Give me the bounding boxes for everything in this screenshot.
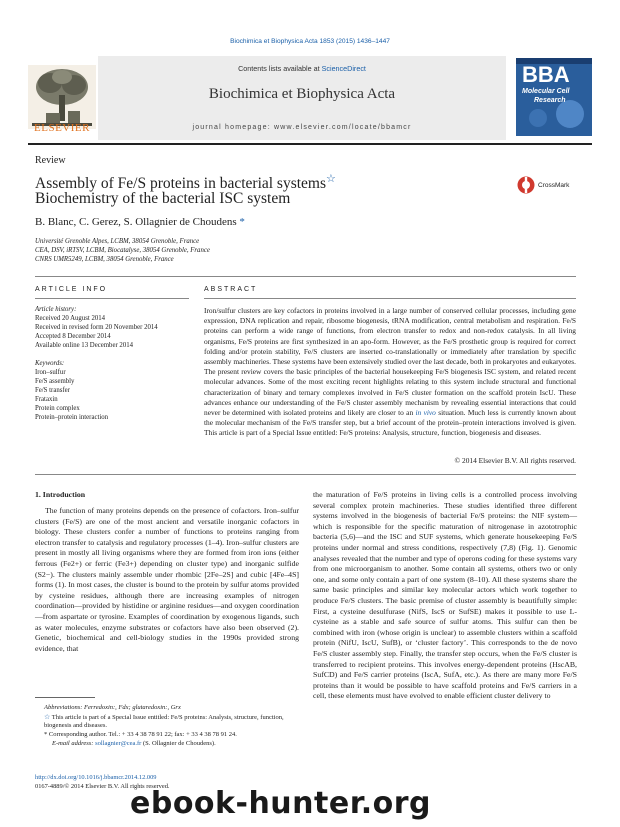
title-text-1: Assembly of Fe/S proteins in bacterial systems xyxy=(35,175,327,193)
history-label xyxy=(35,305,76,314)
copyright-notice: © 2014 Elsevier B.V. All rights reserved. xyxy=(454,456,576,465)
keyword: Fe/S assembly xyxy=(35,378,75,385)
footnote-abbreviations: Abbreviations: Ferredoxin:, Fdx; glutaredoxin:, Grx xyxy=(44,704,181,711)
abstract-bottom-divider xyxy=(35,474,576,475)
elsevier-wordmark: ELSEVIER xyxy=(34,122,90,134)
author-list xyxy=(35,216,245,228)
doi-link[interactable]: http://dx.doi.org/10.1016/j.bbamcr.2014.12.009 xyxy=(35,774,157,781)
cover-title: BBA xyxy=(522,62,570,87)
abstract-in-vivo: in vivo xyxy=(415,408,436,418)
abstract-body xyxy=(204,306,576,439)
affiliation-3: CNRS UMR5249, LCBM, 38054 Grenoble, France xyxy=(35,256,174,263)
abstract-text-part-1: Iron/sulfur clusters are key cofactors in proteins involved in a large number of conserved cellular processes, including gene expression, DNA replication and repair, ribosome biogenesis, tRNA modification, central metabolism and respiration. Fe/S proteins can perform a wide range of functions, from electron transfer to redox and non-redox catalysis. In all living organisms, Fe/S proteins are first synthesized in an apo-form. However, as the Fe/S prosthetic group is required for correct folding and/or protein stability, Fe/S clusters are inserted co-translationally or immediately after translation by specific assembly machineries. These systems have been extensively studied over the last decade, both in prokaryotes and eukaryotes. The present review covers the basic principles of the bacterial housekeeping Fe/S biogenesis ISC system, and related recent molecular advances. Some of the most exciting recent highlights relating to this system include structural and functional characterization of binary and ternary complexes involved in Fe/S cluster formation on the scaffold protein IscU. These advances enhance our understanding of the Fe/S cluster assembly mechanism by revealing essential interactions that could never be determined with isolated proteins and likely are closer to an xyxy=(204,306,576,418)
footnote-special-issue xyxy=(44,713,299,731)
journal-homepage xyxy=(98,124,506,131)
watermark-text: ebook-hunter.org xyxy=(130,786,431,821)
footnote-corresponding xyxy=(44,731,299,739)
journal-name: Biochimica et Biophysica Acta xyxy=(208,86,396,102)
affiliation-1: Université Grenoble Alpes, LCBM, 38054 Grenoble, France xyxy=(35,238,200,245)
introduction-right-column: the maturation of Fe/S proteins in living cells is a controlled process involving several complex protein machineries. These studies identified three different systems involved in the biogenesis of bacterial Fe/S proteins: the NIF system—which is responsible for the specific maturation of nitrogenase in azototrophic bacteria (5,6)—and the ISC and SUF systems, which generate housekeeping Fe/S proteins under normal and stress conditions, respectively (7,8) (Fig. 1). Genomic analyses revealed that the number and type of operons coding for these systems vary from one microorganism to another. Some contain all systems, others two or only one, and some only contain a part of one system (8–10). All these systems share the same basic principles and similar key molecular actors which work together to produce Fe/S clusters. The basic premise of cluster assembly is beautifully simple: First, a cysteine desulfurase (NifS, IscS or SufSE) makes it possible to use L-cysteine as a stable and safe source of sulfur atoms. This sulfur can then be combined with iron (whose origin is unclear) to assemble clusters within a scaffold protein (NifU, IscU, SufB), or ‘cluster factory’. This corresponds to the de novo Fe/S cluster assembly step. Finally, the transfer step occurs, when the Fe/S cluster is transferred to recipient proteins. This involves energy-dependent proteins (HscAB, SufCD) and Fe/S carrier proteins (IscA, SufA, etc.). As there are many more Fe/S proteins than it would be possible to have scaffold proteins and Fe/S carriers in a cell, these elements must have evolved to enable efficient cluster delivery to xyxy=(313,490,577,701)
history-accepted: Accepted 8 December 2014 xyxy=(35,333,111,340)
footnote-email xyxy=(52,740,299,748)
journal-cover-thumbnail[interactable] xyxy=(516,58,592,136)
issn-line: 0167-4889/© 2014 Elsevier B.V. All rights reserved. xyxy=(35,783,170,790)
keyword: Iron–sulfur xyxy=(35,369,66,376)
keyword: Fe/S transfer xyxy=(35,387,70,394)
email-suffix: (S. Ollagnier de Choudens). xyxy=(141,740,216,747)
corresponding-text: Corresponding author. Tel.: + 33 4 38 78 91 22; fax: + 33 4 38 78 91 24. xyxy=(48,731,237,738)
homepage-link[interactable]: www.elsevier.com/locate/bbamcr xyxy=(273,124,412,131)
sciencedirect-link[interactable]: ScienceDirect xyxy=(321,64,366,73)
journal-citation[interactable]: Biochimica et Biophysica Acta 1853 (2015) 1436–1447 xyxy=(230,38,390,45)
email-label: E-mail address: xyxy=(52,740,96,747)
special-issue-text: This article is part of a Special Issue entitled: Fe/S proteins: Analysis, structure, function, biogenesis and diseases. xyxy=(44,714,284,730)
article-type: Review xyxy=(35,155,66,166)
history-online: Available online 13 December 2014 xyxy=(35,342,134,349)
keyword: Frataxin xyxy=(35,396,58,403)
header-divider xyxy=(28,143,592,145)
abstract-text-part-2: situation. Much less is currently known about the molecular mechanism of the Fe/S transfer step, but a brief account of the protein–protein interactions involved is given. This article is part of a Special Issue entitled: Fe/S proteins: Analysis, structure, function, biogenesis and diseases. xyxy=(204,408,577,438)
article-info-divider xyxy=(35,298,189,299)
keyword: Protein complex xyxy=(35,405,80,412)
footnote-star-icon: ☆ xyxy=(44,713,51,721)
history-revised: Received in revised form 20 November 2014 xyxy=(35,324,158,331)
introduction-left-column: The function of many proteins depends on the presence of cofactors. Iron–sulfur clusters (Fe/S) are one of the most ancient and versatile inorganic cofactors in biology. These clusters confer a number of functions to proteins ranging from electron transfer to catalysis and regulatory processes (1–4). Iron–sulfur clusters are present in mostly all living organisms where they are formed from iron ions (either ferrous (Fe2+) or ferric (Fe3+) depending on cluster type) and inorganic sulfide (S2−). The clusters mainly assemble under rhombic [2Fe–2S] and cubic [4Fe–4S] forms (1). In most cases, the cluster is bound to the protein by sulfur atoms provided by cysteine residues, although there are increasing examples of nitrogen coordination—provided by histidine or arginine residues—and oxygen coordination—from aspartate or tyrosine. Examples of coordination by exogenous ligands, such as water molecules, enzyme substrates or cofactors have also been observed (2). Genetic, biochemical and cell-biology studies in the 1990s provided strong evidence, that xyxy=(35,506,299,653)
email-link[interactable]: sollagnier@cea.fr xyxy=(95,740,142,747)
crossmark-label: CrossMark xyxy=(538,181,570,189)
affiliation-2: CEA, DSV, iRTSV, LCBM, Biocatalyse, 38054 Grenoble, France xyxy=(35,247,210,254)
crossmark-icon xyxy=(517,176,535,194)
crossmark-badge[interactable] xyxy=(517,176,569,194)
keyword: Protein–protein interaction xyxy=(35,414,109,421)
contents-line xyxy=(98,64,506,73)
article-title-line-2: Biochemistry of the bacterial ISC system xyxy=(35,190,291,207)
homepage-prefix: journal homepage: xyxy=(192,124,274,131)
author-names[interactable]: B. Blanc, C. Gerez, S. Ollagnier de Choudens xyxy=(35,216,237,228)
keywords-label xyxy=(35,359,64,368)
history-label-text: Article history: xyxy=(35,306,77,313)
corresponding-author-mark[interactable]: * xyxy=(239,216,245,228)
cover-subtitle-2: Research xyxy=(534,97,566,104)
article-info-heading: ARTICLE INFO xyxy=(35,286,108,293)
introduction-heading: 1. Introduction xyxy=(35,490,86,499)
footnote-divider xyxy=(35,697,95,698)
keywords-label-text: Keywords: xyxy=(35,360,65,367)
abstract-heading: ABSTRACT xyxy=(204,286,258,293)
special-issue-star-icon[interactable]: ☆ xyxy=(326,173,336,185)
abstract-divider xyxy=(204,298,576,299)
cover-subtitle-1: Molecular Cell xyxy=(522,88,570,95)
footnote-asterisk: * xyxy=(44,731,48,738)
affiliation-divider xyxy=(35,276,576,277)
contents-prefix: Contents lists available at xyxy=(238,64,322,73)
history-received: Received 20 August 2014 xyxy=(35,315,106,322)
